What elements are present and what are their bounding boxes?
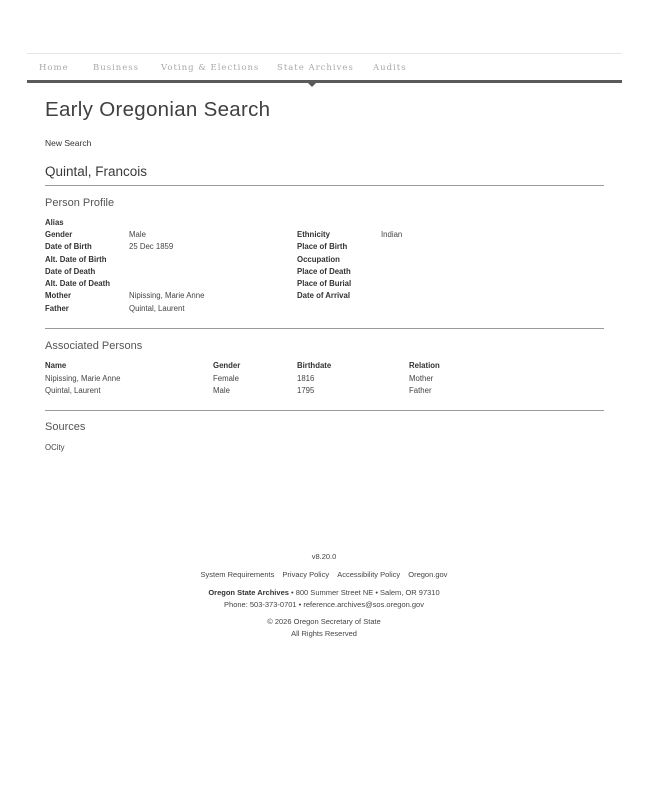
- associated-person-relation: Mother: [409, 374, 434, 383]
- footer-link-system-requirements[interactable]: System Requirements: [200, 570, 275, 579]
- main-nav: [27, 53, 622, 83]
- footer-contact: Phone: 503-373-0701 • reference.archives@sos.oregon.gov: [224, 600, 424, 609]
- footer-org: Oregon State Archives: [208, 588, 289, 597]
- profile-label-gender: Gender: [45, 230, 73, 239]
- associated-person-birthdate: 1795: [297, 386, 315, 395]
- divider: [45, 410, 604, 411]
- divider: [45, 185, 604, 186]
- profile-label-mother: Mother: [45, 291, 71, 300]
- nav-voting-elections[interactable]: Voting & Elections: [161, 63, 260, 73]
- footer-link-privacy-policy[interactable]: Privacy Policy: [282, 570, 330, 579]
- footer-link-accessibility-policy[interactable]: Accessibility Policy: [337, 570, 401, 579]
- table-header-birthdate: Birthdate: [297, 361, 332, 370]
- divider: [45, 328, 604, 329]
- nav-business[interactable]: Business: [93, 63, 140, 73]
- person-profile-title: Person Profile: [45, 197, 115, 209]
- footer-links: [0, 570, 648, 579]
- associated-person-name-link[interactable]: Quintal, Laurent: [45, 386, 101, 395]
- table-header-name: Name: [45, 361, 67, 370]
- footer-address: [0, 588, 648, 597]
- source-item: OCity: [45, 443, 65, 452]
- nav-home[interactable]: Home: [39, 63, 69, 73]
- footer-version: v8.20.0: [311, 552, 337, 561]
- new-search-link[interactable]: New Search: [45, 138, 92, 148]
- associated-person-relation: Father: [409, 386, 432, 395]
- profile-value-date-of-birth: 25 Dec 1859: [129, 242, 174, 251]
- table-header-relation: Relation: [409, 361, 440, 370]
- profile-value-mother: Nipissing, Marie Anne: [129, 291, 205, 300]
- profile-value-gender: Male: [129, 230, 146, 239]
- page-title: Early Oregonian Search: [45, 98, 271, 121]
- associated-person-birthdate: 1816: [297, 374, 315, 383]
- associated-person-gender: Male: [213, 386, 230, 395]
- profile-label-date-of-arrival: Date of Arrival: [297, 291, 351, 300]
- footer-link-oregon-gov[interactable]: Oregon.gov: [408, 570, 448, 579]
- person-name: Quintal, Francois: [45, 164, 148, 179]
- profile-label-ethnicity: Ethnicity: [297, 230, 330, 239]
- profile-label-place-of-death: Place of Death: [297, 267, 351, 276]
- footer-copyright: © 2026 Oregon Secretary of State: [267, 617, 381, 626]
- profile-label-place-of-burial: Place of Burial: [297, 279, 352, 288]
- footer-rights: All Rights Reserved: [291, 629, 357, 638]
- associated-person-gender: Female: [213, 374, 239, 383]
- nav-audits[interactable]: Audits: [373, 63, 407, 73]
- table-header-gender: Gender: [213, 361, 241, 370]
- profile-label-date-of-birth: Date of Birth: [45, 242, 92, 251]
- sources-title: Sources: [45, 421, 86, 433]
- profile-label-date-of-death: Date of Death: [45, 267, 96, 276]
- nav-state-archives[interactable]: State Archives: [277, 63, 354, 73]
- associated-person-name-link[interactable]: Nipissing, Marie Anne: [45, 374, 121, 383]
- profile-label-father: Father: [45, 304, 69, 313]
- profile-value-father: Quintal, Laurent: [129, 304, 185, 313]
- profile-label-place-of-birth: Place of Birth: [297, 242, 348, 251]
- profile-label-occupation: Occupation: [297, 255, 340, 264]
- profile-value-ethnicity: Indian: [381, 230, 403, 239]
- nav-active-indicator: [306, 81, 318, 87]
- associated-persons-title: Associated Persons: [45, 340, 143, 352]
- profile-label-alt-date-of-birth: Alt. Date of Birth: [45, 255, 107, 264]
- profile-label-alias: Alias: [45, 218, 64, 227]
- profile-label-alt-date-of-death: Alt. Date of Death: [45, 279, 110, 288]
- footer-address-text: • 800 Summer Street NE • Salem, OR 97310: [288, 588, 440, 597]
